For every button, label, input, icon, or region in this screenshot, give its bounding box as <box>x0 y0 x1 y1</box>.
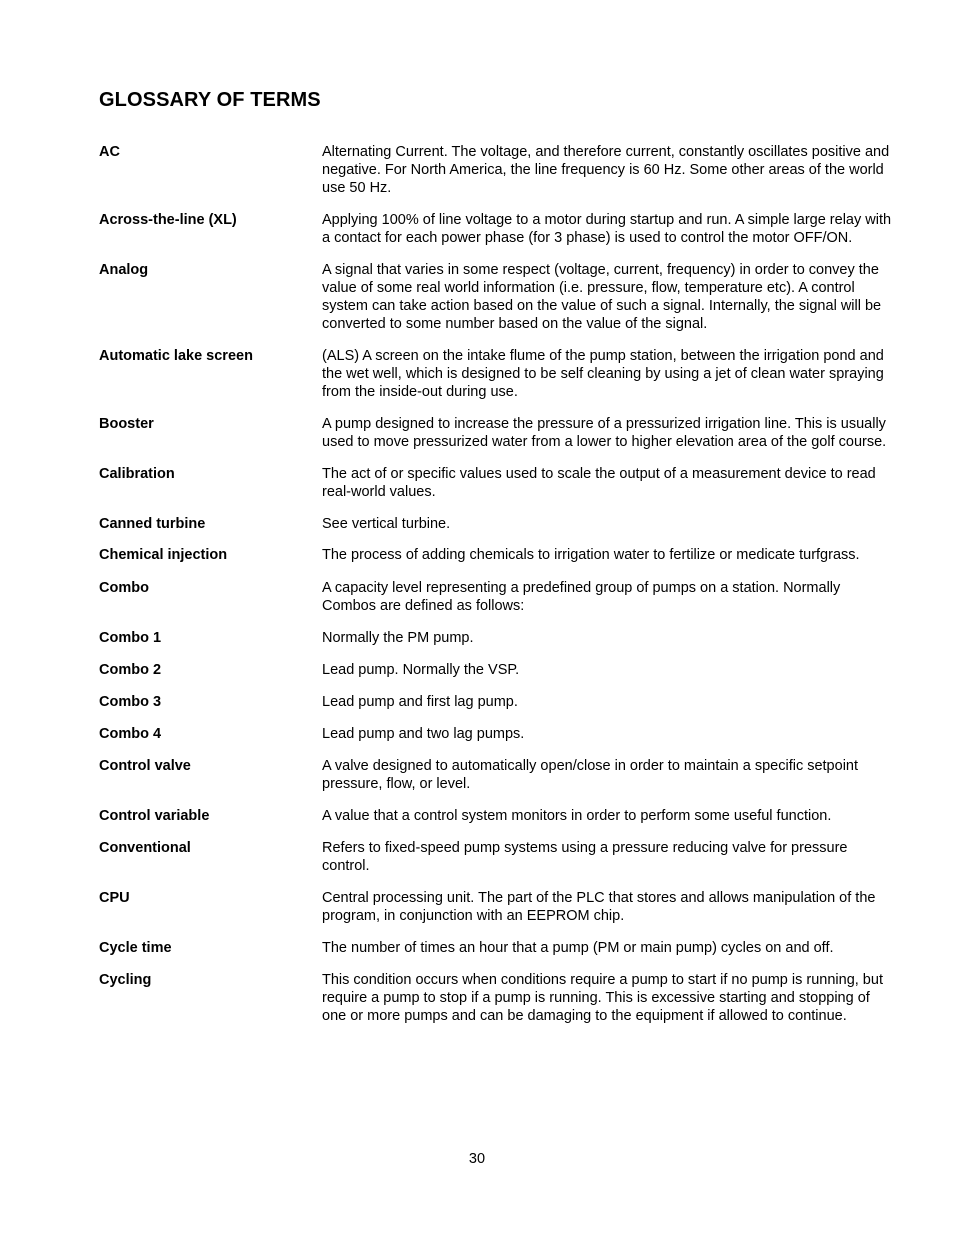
glossary-term: Analog <box>99 262 149 278</box>
glossary-definition: The process of adding chemicals to irrigation water to fertilize or medicate turfgrass. <box>322 547 860 563</box>
glossary-entry <box>99 971 899 1025</box>
glossary-entry <box>99 415 899 451</box>
glossary-definition: Lead pump. Normally the VSP. <box>322 662 520 678</box>
glossary-entry <box>99 211 899 247</box>
glossary-definition: Lead pump and two lag pumps. <box>322 726 525 742</box>
glossary-definition: A capacity level representing a predefined group of pumps on a station. Normally Combos are defined as follows: <box>322 580 841 614</box>
glossary-definition: Lead pump and first lag pump. <box>322 694 518 710</box>
glossary-definition: A value that a control system monitors in order to perform some useful function. <box>322 808 832 824</box>
glossary-entry <box>99 693 899 711</box>
glossary-entry <box>99 757 899 793</box>
glossary-entry <box>99 725 899 743</box>
glossary-term: Automatic lake screen <box>99 348 253 364</box>
glossary-definition: The number of times an hour that a pump (PM or main pump) cycles on and off. <box>322 940 834 956</box>
glossary-entry <box>99 347 899 401</box>
glossary-term: Calibration <box>99 466 175 482</box>
glossary-term: Cycle time <box>99 940 172 956</box>
glossary-definition: (ALS) A screen on the intake flume of the pump station, between the irrigation pond and the wet well, which is designed to be self cleaning by using a jet of clean water spraying from the inside-out during use. <box>322 348 884 400</box>
glossary-term: AC <box>99 144 120 160</box>
glossary-definition: Normally the PM pump. <box>322 630 474 646</box>
glossary-definition: Applying 100% of line voltage to a motor during startup and run. A simple large relay with a contact for each power phase (for 3 phase) is used to control the motor OFF/ON. <box>322 212 892 246</box>
glossary-term: Control valve <box>99 758 191 774</box>
glossary-entry <box>99 546 899 564</box>
glossary-term: CPU <box>99 890 130 906</box>
glossary-definition: A pump designed to increase the pressure of a pressurized irrigation line. This is usually used to move pressurized water from a lower to higher elevation area of the golf course. <box>322 416 887 450</box>
glossary-term: Combo 1 <box>99 630 162 646</box>
glossary-term: Canned turbine <box>99 516 206 532</box>
glossary-entry <box>99 889 899 925</box>
glossary-definition: The act of or specific values used to scale the output of a measurement device to read real-world values. <box>322 466 876 500</box>
glossary-term: Cycling <box>99 972 152 988</box>
glossary-term: Combo 4 <box>99 726 162 742</box>
glossary-definition: Alternating Current. The voltage, and therefore current, constantly oscillates positive and negative. For North America, the line frequency is 60 Hz. Some other areas of the world use 50 Hz. <box>322 144 890 196</box>
glossary-entry <box>99 661 899 679</box>
glossary-term: Combo 3 <box>99 694 162 710</box>
glossary-definition: Refers to fixed-speed pump systems using a pressure reducing valve for pressure control. <box>322 840 848 874</box>
glossary-definition: This condition occurs when conditions require a pump to start if no pump is running, but require a pump to stop if a pump is running. This is excessive starting and stopping of one or more pumps and can be damaging to the equipment if allowed to continue. <box>322 972 883 1024</box>
glossary-term: Chemical injection <box>99 547 228 563</box>
glossary-entry <box>99 939 899 957</box>
glossary-list <box>99 143 899 1025</box>
glossary-definition: See vertical turbine. <box>322 516 451 532</box>
glossary-definition: Central processing unit. The part of the PLC that stores and allows manipulation of the program, in conjunction with an EEPROM chip. <box>322 890 876 924</box>
glossary-term: Combo <box>99 580 149 596</box>
glossary-term: Across-the-line (XL) <box>99 212 237 228</box>
glossary-entry <box>99 465 899 501</box>
glossary-entry <box>99 629 899 647</box>
glossary-entry <box>99 143 899 197</box>
glossary-entry <box>99 579 899 615</box>
glossary-entry <box>99 807 899 825</box>
glossary-term: Control variable <box>99 808 210 824</box>
glossary-definition: A valve designed to automatically open/close in order to maintain a specific setpoint pressure, flow, or level. <box>322 758 859 792</box>
glossary-term: Combo 2 <box>99 662 162 678</box>
glossary-definition: A signal that varies in some respect (voltage, current, frequency) in order to convey the value of some real world information (i.e. pressure, flow, temperature etc). A control system can take action based on the value of such a signal. Internally, the signal will be converted to some number based on the value of the signal. <box>322 262 882 332</box>
glossary-term: Conventional <box>99 840 191 856</box>
glossary-term: Booster <box>99 416 154 432</box>
glossary-entry <box>99 261 899 333</box>
page-title: GLOSSARY OF TERMS <box>99 89 321 111</box>
page-number: 30 <box>468 1151 486 1167</box>
glossary-entry <box>99 515 899 533</box>
glossary-entry <box>99 839 899 875</box>
